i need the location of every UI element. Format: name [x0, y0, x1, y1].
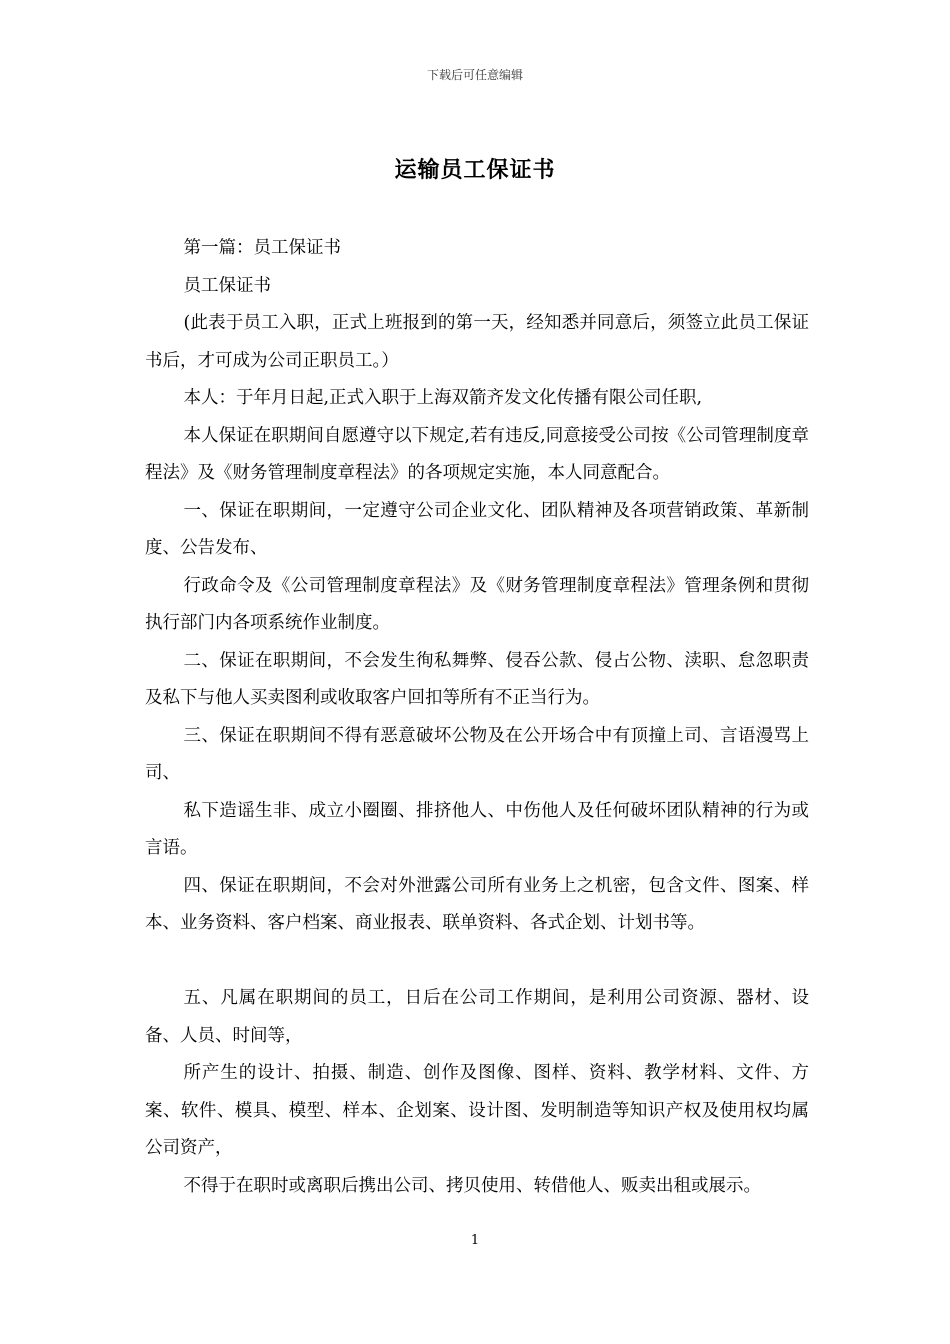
- paragraph-clause-1b: 行政命令及《公司管理制度章程法》及《财务管理制度章程法》管理条例和贯彻执行部门内各项系统作业制度。: [145, 575, 809, 633]
- paragraph-clause-5a: 五、凡属在职期间的员工，日后在公司工作期间，是利用公司资源、器材、设备、人员、时间等，: [145, 988, 809, 1046]
- page-number: 1: [470, 1233, 480, 1248]
- paragraph-subtitle: 员工保证书: [183, 275, 271, 296]
- document-title: 运输员工保证书: [394, 157, 556, 183]
- page-header-note: 下载后可任意编辑: [426, 68, 523, 82]
- paragraph-clause-4: 四、保证在职期间，不会对外泄露公司所有业务上之机密，包含文件、图案、样本、业务资料、客户档案、商业报表、联单资料、各式企划、计划书等。: [145, 875, 809, 933]
- document-body: [145, 230, 809, 1205]
- paragraph-clause-5b: 所产生的设计、拍摄、制造、创作及图像、图样、资料、教学材料、文件、方案、软件、模具、模型、样本、企划案、设计图、发明制造等知识产权及使用权均属公司资产，: [145, 1063, 809, 1158]
- paragraph-clause-3a: 三、保证在职期间不得有恶意破坏公物及在公开场合中有顶撞上司、言语漫骂上司、: [145, 725, 809, 783]
- paragraph-note: (此表于员工入职，正式上班报到的第一天，经知悉并同意后，须签立此员工保证书后，才可成为公司正职员工。）: [145, 313, 809, 371]
- paragraph-clause-2: 二、保证在职期间，不会发生徇私舞弊、侵吞公款、侵占公物、渎职、怠忽职责及私下与他人买卖图利或收取客户回扣等所有不正当行为。: [145, 650, 809, 708]
- paragraph-clause-5c: 不得于在职时或离职后携出公司、拷贝使用、转借他人、贩卖出租或展示。: [183, 1175, 761, 1196]
- paragraph-clause-3b: 私下造谣生非、成立小圈圈、排挤他人、中伤他人及任何破坏团队精神的行为或言语。: [145, 800, 809, 858]
- paragraph-declaration: 本人：于年月日起,正式入职于上海双箭齐发文化传播有限公司任职,: [183, 388, 703, 408]
- paragraph-commitment: 本人保证在职期间自愿遵守以下规定,若有违反,同意接受公司按《公司管理制度章程法》及《财务管理制度章程法》的各项规定实施，本人同意配合。: [145, 425, 809, 483]
- paragraph-section-heading: 第一篇：员工保证书: [183, 238, 341, 258]
- paragraph-clause-1a: 一、保证在职期间，一定遵守公司企业文化、团队精神及各项营销政策、革新制度、公告发布、: [145, 500, 809, 558]
